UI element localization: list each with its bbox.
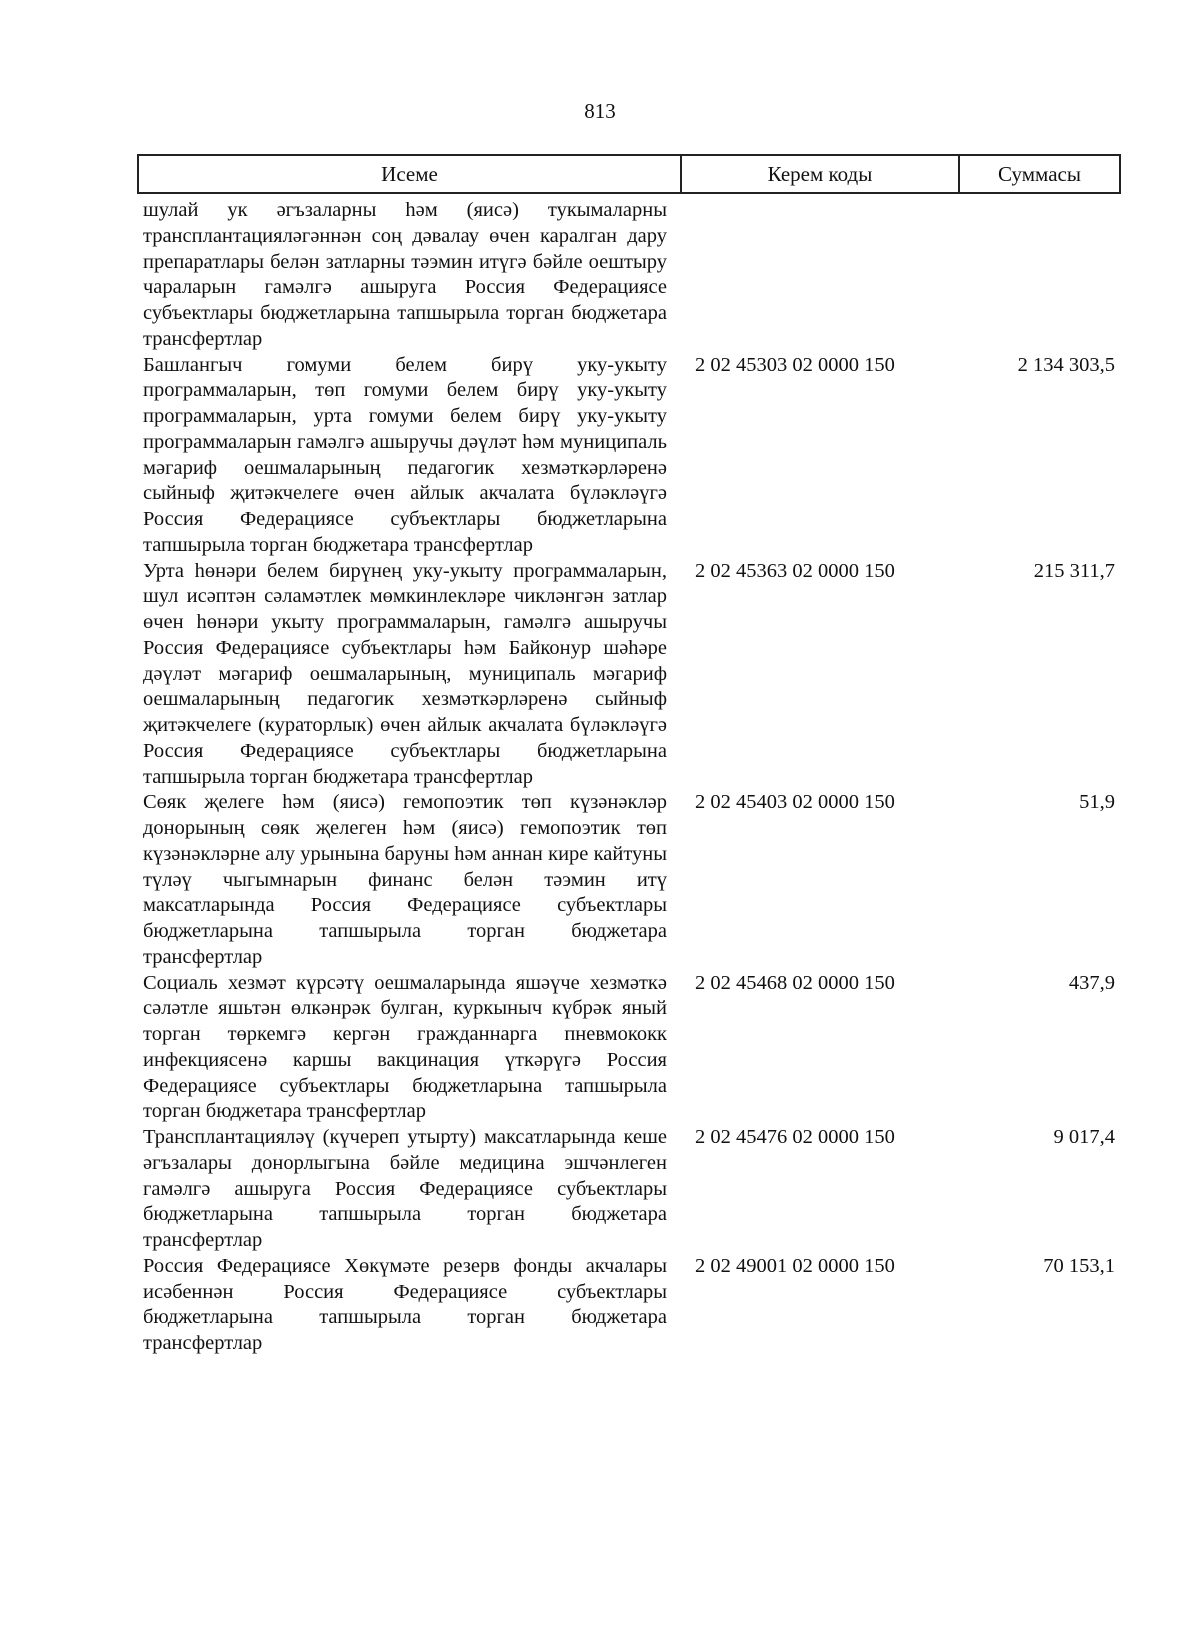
row-sum: 2 134 303,5 (1017, 353, 1115, 376)
row-sum: 9 017,4 (1053, 1126, 1115, 1148)
row-sum: 215 311,7 (1033, 559, 1115, 582)
table-row (143, 1125, 1123, 1254)
row-name: Социаль хезмәт күрсәтү оешмаларында яшәүче хезмәткә сәләтле яшьтән өлкәнрәк булган, куркыныч күбрәк яный торган төркемгә кергән гражданнарга пневмококк инфекциясенә каршы вакцинация үткәрүгә Россия Федерациясе субъектлары бюджетларына тапшырыла торган бюджетара трансфертлар (143, 971, 667, 1123)
row-code: 2 02 45363 02 0000 150 (695, 559, 895, 582)
table-row (143, 559, 1123, 791)
table-row (143, 198, 1123, 353)
row-name: Урта һөнәри белем бирүнең уку-укыту программаларын, шул исәптән сәламәтлек мөмкинлекләре чикләнгән затлар өчен һөнәри укыту программаларын, гамәлгә ашыручы Россия Федерациясе субъектлары һәм Байконур шәһәре дәүләт мәгариф оешмаларының, муниципаль мәгариф оешмаларының педагогик хезмәткәрләренә сыйныф җитәкчелеге (кураторлык) өчен айлык акчалата бүләкләүгә Россия Федерациясе субъектлары бюджетларына тапшырыла торган бюджетара трансфертлар (143, 559, 667, 788)
row-sum: 437,9 (1068, 971, 1115, 994)
row-name: Россия Федерациясе Хөкүмәте резерв фонды акчалары исәбеннән Россия Федерациясе субъектлары бюджетларына тапшырыла торган бюджетара трансфертлар (143, 1254, 667, 1354)
table-row (143, 353, 1123, 559)
row-name: шулай ук әгъзаларны һәм (яисә) тукымаларны трансплантацияләгәннән соң дәвалау өчен каралган дару препаратлары белән затларны тәэмин итүгә бәйле оештыру чараларын гамәлгә ашыруга Россия Федерациясе субъектлары бюджетларына тапшырыла торган бюджетара трансфертлар (143, 199, 667, 350)
row-name: Трансплантацияләү (күчереп утырту) максатларында кеше әгъзалары донорлыгына бәйле медицина эшчәнлеген гамәлгә ашыруга Россия Федерациясе субъектлары бюджетларына тапшырыла торган бюджетара трансфертлар (143, 1126, 667, 1251)
header-code: Керем коды (682, 156, 960, 192)
table-row (143, 971, 1123, 1126)
page-number: 813 (584, 99, 616, 123)
row-code: 2 02 49001 02 0000 150 (695, 1254, 895, 1277)
row-name: Сөяк җелеге һәм (яисә) гемопоэтик төп күзәнәкләр донорының сөяк җелеген һәм (яисә) гемопоэтик төп күзәнәкләрне алу урынына баруны һәм аннан кире кайтуны түләү чыгымнарын финанс белән тәэмин итү максатларында Россия Федерациясе субъектлары бюджетларына тапшырыла торган бюджетара трансфертлар (143, 791, 667, 968)
row-code: 2 02 45468 02 0000 150 (695, 971, 895, 994)
row-code: 2 02 45303 02 0000 150 (695, 353, 895, 376)
table-body (143, 198, 1123, 1357)
table-header (137, 154, 1121, 194)
header-name: Исеме (139, 156, 682, 192)
table-row (143, 790, 1123, 970)
row-name: Башлангыч гомуми белем бирү уку-укыту программаларын, төп гомуми белем бирү уку-укыту программаларын, урта гомуми белем бирү уку-укыту программаларын гамәлгә ашыручы дәүләт һәм муниципаль мәгариф оешмаларының педагогик хезмәткәрләренә сыйныф җитәкчелеге өчен айлык акчалата бүләкләүгә Россия Федерациясе субъектлары бюджетларына тапшырыла торган бюджетара трансфертлар (143, 353, 667, 556)
row-code: 2 02 45403 02 0000 150 (695, 791, 895, 814)
row-code: 2 02 45476 02 0000 150 (695, 1126, 895, 1148)
table-row (143, 1254, 1123, 1357)
row-sum: 51,9 (1079, 791, 1115, 814)
header-sum: Суммасы (998, 161, 1081, 186)
row-sum: 70 153,1 (1043, 1254, 1115, 1277)
